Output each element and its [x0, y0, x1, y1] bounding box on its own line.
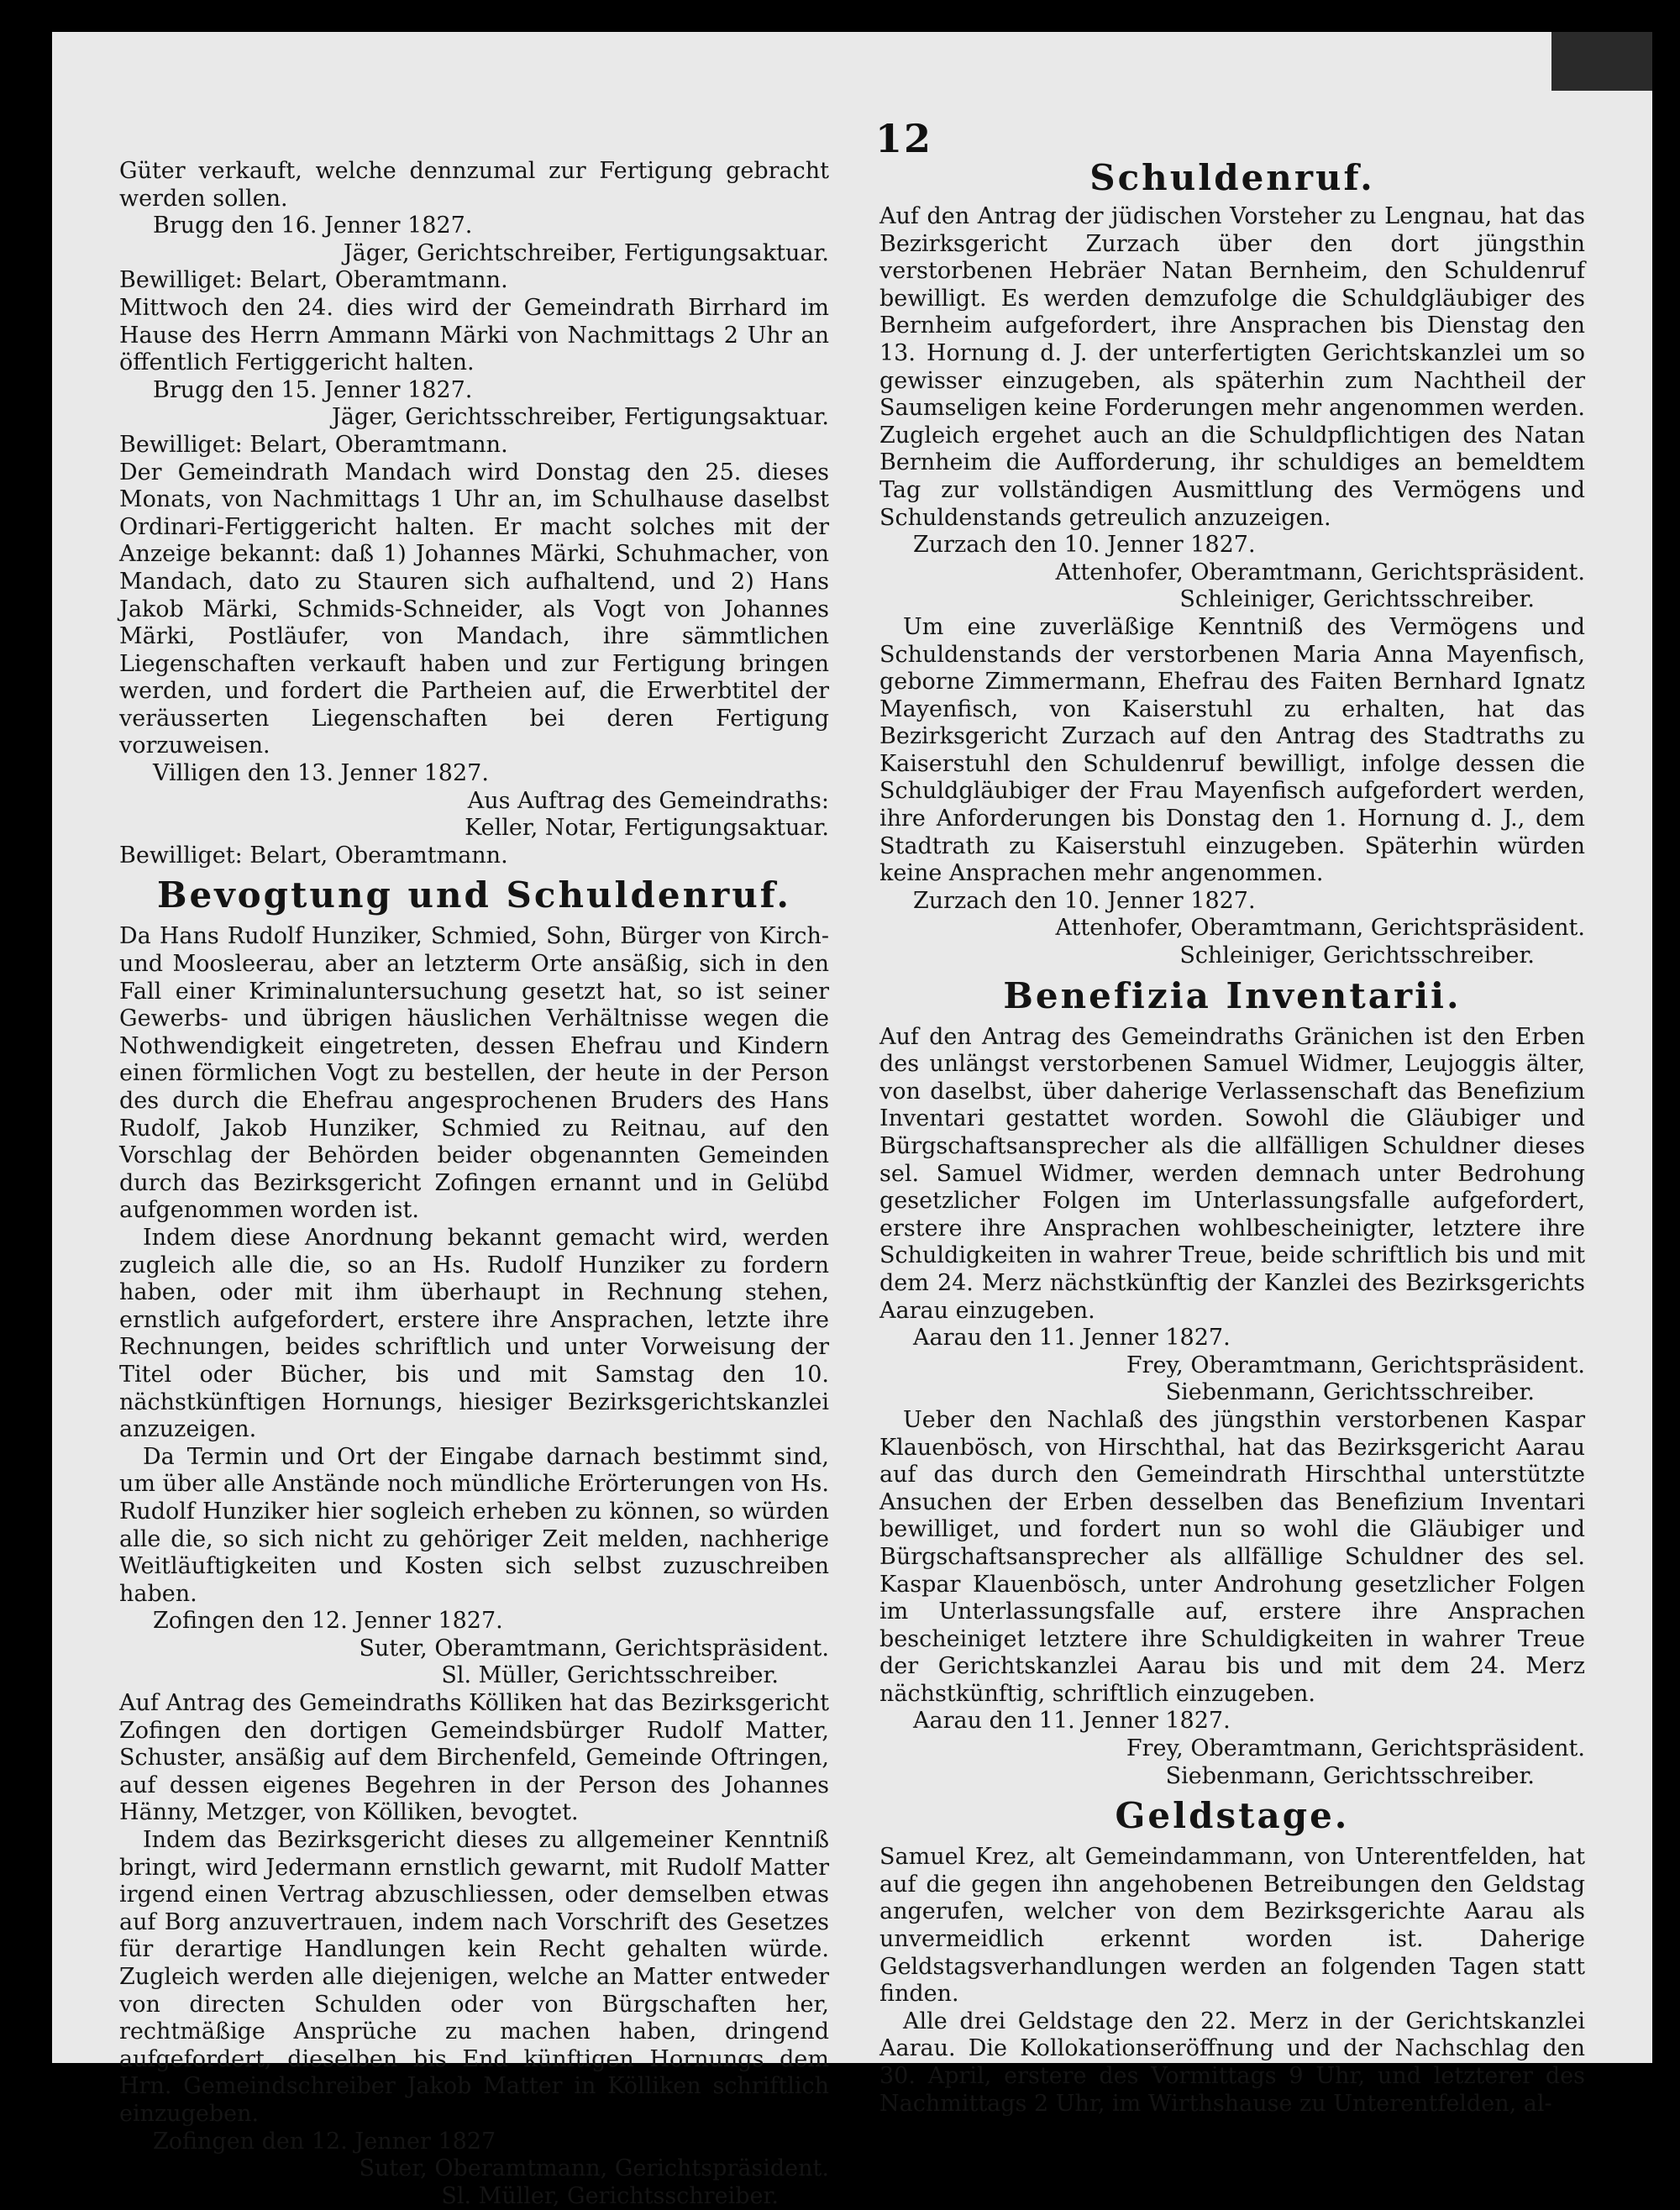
paragraph: Ueber den Nachlaß des jüngsthin verstorbenen Kaspar Klauenbösch, von Hirschthal, hat das Bezirksgericht Aarau auf das durch den Gemeindrath Hirschthal unterstützte Ansuchen der Erben desselben das Benefizium Inventari bewilliget, und fordert nun so wohl die Gläubiger und Bürgschaftsansprecher als allfällige Schuldner des sel. Kaspar Klauenbösch, unter Androhung gesetzlicher Folgen im Unterlassungsfalle auf, erstere ihre Ansprachen bescheiniget letztere ihre Schuldigkeiten in wahrer Treue der Gerichtskanzlei Aarau bis und mit dem 24. Merz nächstkünftig, schriftlich einzugeben. — [879, 1406, 1585, 1707]
paragraph: Bewilliget: Belart, Oberamtmann. — [119, 842, 508, 869]
section-heading: Bevogtung und Schuldenruf. — [157, 874, 791, 916]
paragraph: Samuel Krez, alt Gemeindammann, von Unterentfelden, hat auf die gegen ihn angehobenen Betreibungen den Geldstag angerufen, welcher von dem Bezirksgerichte Aarau als unvermeidlich erkennt worden ist. Daherige Geldstagsverhandlungen werden an folgenden Tagen statt finden. — [879, 1844, 1585, 2008]
right-column — [879, 158, 1585, 2118]
page-number: 12 — [875, 116, 933, 161]
signature-line: Schleiniger, Gerichtsschreiber. — [1179, 942, 1535, 969]
paragraph: Der Gemeindrath Mandach wird Donstag den 25. dieses Monats, von Nachmittags 1 Uhr an, im Schulhause daselbst Ordinari-Fertiggericht halten. Er macht solches mit der Anzeige bekannt: daß 1) Johannes Märki, Schuhmacher, von Mandach, dato zu Stauren sich aufhaltend, und 2) Hans Jakob Märki, Schmids-Schneider, als Vogt von Johannes Märki, Postläufer, von Mandach, ihre sämmtlichen Liegenschaften verkauft haben und zur Fertigung bringen werden, und fordert die Partheien auf, die Erwerbtitel der veräusserten Liegenschaften bei deren Fertigung vorzuweisen. — [119, 459, 829, 759]
dateline: Villigen den 13. Jenner 1827. — [153, 760, 489, 787]
dateline: Zurzach den 10. Jenner 1827. — [913, 887, 1256, 914]
paragraph: Indem diese Anordnung bekannt gemacht wird, werden zugleich alle die, so an Hs. Rudolf Hunziker zu fordern haben, oder mit ihm überhaupt in Rechnung stehen, ernstlich aufgefordert, erstere ihre Ansprachen, letzte ihre Rechnungen, beides schriftlich und unter Vorweisung der Titel oder Bücher, bis und mit Samstag den 10. nächstkünftigen Hornungs, hiesiger Bezirksgerichtskanzlei anzuzeigen. — [119, 1224, 829, 1443]
paragraph: Um eine zuverläßige Kenntniß des Vermögens und Schuldenstands der verstorbenen Maria Anna Mayenfisch, geborne Zimmermann, Ehefrau des Faiten Bernhard Ignatz Mayenfisch, von Kaiserstuhl zu erhalten, hat das Bezirksgericht Zurzach auf den Antrag des Stadtraths zu Kaiserstuhl den Schuldenruf bewilligt, infolge dessen die Schuldgläubiger der Frau Mayenfisch aufgefordert werden, ihre Anforderungen bis Donstag den 1. Hornung d. J., dem Stadtrath zu Kaiserstuhl einzugeben. Späterhin würden keine Ansprachen mehr angenommen. — [879, 613, 1585, 887]
signature-line: Sl. Müller, Gerichtsschreiber. — [441, 2182, 779, 2209]
signature-line: Frey, Oberamtmann, Gerichtspräsident. — [1126, 1352, 1585, 1378]
section-heading: Benefizia Inventarii. — [1003, 974, 1462, 1016]
signature-line: Suter, Oberamtmann, Gerichtspräsident. — [359, 2155, 829, 2182]
dateline: Aarau den 11. Jenner 1827. — [913, 1325, 1231, 1352]
dateline: Brugg den 15. Jenner 1827. — [153, 376, 473, 403]
dateline: Aarau den 11. Jenner 1827. — [913, 1708, 1231, 1735]
paragraph: Alle drei Geldstage den 22. Merz in der Gerichtskanzlei Aarau. Die Kollokationseröffnung und der Nachschlag den 30. April, erstere des Vormittags 9 Uhr, und letzterer des Nachmittags 2 Uhr, im Wirthshause zu Unterentfelden, al- — [879, 2008, 1585, 2117]
dateline: Zofingen den 12. Jenner 1827 — [153, 2128, 496, 2155]
signature-line: Jäger, Gerichtschreiber, Fertigungsaktuar. — [343, 239, 829, 266]
signature-line: Siebenmann, Gerichtsschreiber. — [1165, 1762, 1535, 1789]
signature-line: Jäger, Gerichtsschreiber, Fertigungsaktuar. — [332, 404, 829, 431]
signature-line: Keller, Notar, Fertigungsaktuar. — [465, 815, 829, 842]
paragraph: Bewilliget: Belart, Oberamtmann. — [119, 431, 508, 458]
signature-line: Aus Auftrag des Gemeindraths: — [467, 787, 829, 814]
paragraph: Auf Antrag des Gemeindraths Kölliken hat das Bezirksgericht Zofingen den dortigen Gemeindsbürger Rudolf Matter, Schuster, ansäßig auf dem Birchenfeld, Gemeinde Oftringen, auf dessen eigenes Begehren in der Person des Johannes Hänny, Metzger, von Kölliken, bevogtet. — [119, 1690, 829, 1826]
paragraph: Auf den Antrag der jüdischen Vorsteher zu Lengnau, hat das Bezirksgericht Zurzach über den dort jüngsthin verstorbenen Hebräer Natan Bernheim, den Schuldenruf bewilligt. Es werden demzufolge die Schuldgläubiger des Bernheim aufgefordert, ihre Ansprachen bis Dienstag den 13. Hornung d. J. der unterfertigten Gerichtskanzlei um so gewisser einzugeben, als späterhin zum Nachtheil der Saumseligen keine Forderungen mehr angenommen werden. Zugleich ergehet auch an die Schuldpflichtigen des Natan Bernheim die Aufforderung, ihr schuldiges an bemeldtem Tag zur vollständigen Ausmittlung des Vermögens und Schuldenstands getreulich anzuzeigen. — [879, 203, 1585, 531]
left-column — [119, 158, 829, 2210]
newspaper-page — [52, 32, 1652, 2209]
dateline: Brugg den 16. Jenner 1827. — [153, 213, 473, 239]
paragraph: Da Termin und Ort der Eingabe darnach bestimmt sind, um über alle Anstände noch mündliche Erörterungen von Hs. Rudolf Hunziker hier sogleich erheben zu können, so würden alle die, so sich nicht zu gehöriger Zeit melden, nachherige Weitläuftigkeiten und Kosten sich selbst zuzuschreiben haben. — [119, 1443, 829, 1607]
section-heading: Schuldenruf. — [1089, 157, 1375, 198]
paragraph: Indem das Bezirksgericht dieses zu allgemeiner Kenntniß bringt, wird Jedermann ernstlich gewarnt, mit Rudolf Matter irgend einen Vertrag abzuschliessen, oder demselben etwas auf Borg anzuvertrauen, indem nach Vorschrift des Gesetzes für derartige Handlungen kein Recht gehalten würde. Zugleich werden alle diejenigen, welche an Matter entweder von directen Schulden oder von Bürgschaften her, rechtmäßige Ansprüche zu machen haben, dringend aufgefordert, dieselben bis End künftigen Hornungs dem Hrn. Gemeindschreiber Jakob Matter in Kölliken schriftlich einzugeben. — [119, 1827, 829, 2127]
page-corner-shadow — [1551, 32, 1652, 91]
paragraph: Bewilliget: Belart, Oberamtmann. — [119, 267, 508, 294]
signature-line: Attenhofer, Oberamtmann, Gerichtspräsident. — [1055, 915, 1585, 942]
dateline: Zofingen den 12. Jenner 1827. — [153, 1608, 503, 1635]
dateline: Zurzach den 10. Jenner 1827. — [913, 532, 1256, 559]
signature-line: Frey, Oberamtmann, Gerichtspräsident. — [1126, 1735, 1585, 1762]
paragraph: Auf den Antrag des Gemeindraths Gränichen ist den Erben des unlängst verstorbenen Samuel Widmer, Leujoggis älter, von daselbst, über daherige Verlassenschaft das Benefizium Inventari gestattet worden. Sowohl die Gläubiger und Bürgschaftsansprecher als die allfälligen Schuldner dieses sel. Samuel Widmer, werden demnach unter Bedrohung gesetzlicher Folgen im Unterlassungsfalle aufgefordert, erstere ihre Ansprachen wohlbescheinigter, letztere ihre Schuldigkeiten in wahrer Treue, beide schriftlich bis und mit dem 24. Merz nächstkünftig der Kanzlei des Bezirksgerichts Aarau einzugeben. — [879, 1023, 1585, 1324]
signature-line: Attenhofer, Oberamtmann, Gerichtspräsident. — [1055, 559, 1585, 585]
paragraph: Mittwoch den 24. dies wird der Gemeindrath Birrhard im Hause des Herrn Ammann Märki von Nachmittags 2 Uhr an öffentlich Fertiggericht halten. — [119, 294, 829, 376]
paragraph: Güter verkauft, welche dennzumal zur Fertigung gebracht werden sollen. — [119, 158, 829, 212]
signature-line: Schleiniger, Gerichtsschreiber. — [1179, 586, 1535, 613]
section-heading: Geldstage. — [1115, 1795, 1350, 1837]
signature-line: Siebenmann, Gerichtsschreiber. — [1165, 1379, 1535, 1406]
paragraph: Da Hans Rudolf Hunziker, Schmied, Sohn, Bürger von Kirch- und Moosleerau, aber an letzterm Orte ansäßig, sich in den Fall einer Kriminaluntersuchung gesetzt hat, so ist seiner Gewerbs- und übrigen häuslichen Verhältnisse wegen die Nothwendigkeit eingetreten, dessen Ehefrau und Kindern einen förmlichen Vogt zu bestellen, der heute in der Person des durch die Ehefrau angesprochenen Bruders des Hans Rudolf, Jakob Hunziker, Schmied zu Reitnau, auf den Vorschlag der Behörden beider obgenannten Gemeinden durch das Bezirksgericht Zofingen ernannt und in Gelübd aufgenommen worden ist. — [119, 923, 829, 1224]
signature-line: Sl. Müller, Gerichtsschreiber. — [441, 1662, 779, 1689]
signature-line: Suter, Oberamtmann, Gerichtspräsident. — [359, 1635, 829, 1661]
